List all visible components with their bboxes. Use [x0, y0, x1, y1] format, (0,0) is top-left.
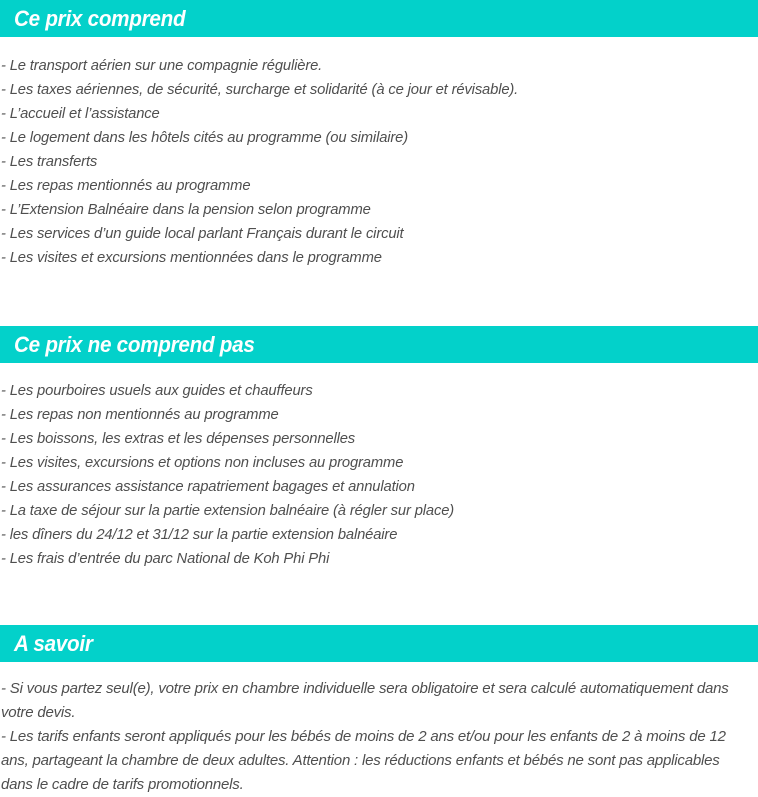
list-item: - les dîners du 24/12 et 31/12 sur la partie extension balnéaire: [0, 526, 398, 543]
section-header-included: [0, 0, 758, 37]
paragraph: - Si vous partez seul(e), votre prix en chambre individuelle sera obligatoire et sera calculé automatiquement dans votre devis.: [1, 680, 729, 721]
list-item: - Le logement dans les hôtels cités au programme (ou similaire): [0, 129, 409, 146]
paragraph: - Les tarifs enfants seront appliqués pour les bébés de moins de 2 ans et/ou pour les enfants de 2 à moins de 12 ans, partageant la chambre de deux adultes. Attention : les réductions enfants et bébés ne sont pas applicables dans le cadre de tarifs promotionnels.: [1, 728, 726, 793]
section-header-not-included: [0, 326, 758, 363]
list-item: - Les transferts: [0, 153, 98, 170]
list-item: - Les assurances assistance rapatriement bagages et annulation: [0, 478, 415, 495]
section-header-good-to-know: [0, 625, 758, 662]
list-item: - Le transport aérien sur une compagnie régulière.: [0, 57, 323, 74]
section-title-good-to-know: A savoir: [14, 630, 93, 656]
list-item: - L’accueil et l’assistance: [0, 105, 160, 122]
section-title-included: Ce prix comprend: [14, 5, 186, 31]
list-item: - Les visites, excursions et options non incluses au programme: [0, 454, 404, 471]
list-item: - Les frais d’entrée du parc National de Koh Phi Phi: [0, 550, 330, 567]
list-item: - Les pourboires usuels aux guides et chauffeurs: [0, 382, 313, 399]
section-good-to-know: [0, 625, 758, 797]
list-item: - Les visites et excursions mentionnées dans le programme: [0, 249, 382, 266]
section-title-not-included: Ce prix ne comprend pas: [14, 331, 255, 357]
list-item: - Les repas mentionnés au programme: [0, 177, 251, 194]
list-item: - L’Extension Balnéaire dans la pension selon programme: [0, 201, 371, 218]
section-included: [0, 0, 758, 270]
list-item: - Les boissons, les extras et les dépenses personnelles: [0, 430, 356, 447]
section-not-included: [0, 326, 758, 571]
section-spacer: [0, 270, 758, 326]
section-spacer: [0, 571, 758, 625]
list-item: - La taxe de séjour sur la partie extension balnéaire (à régler sur place): [0, 502, 455, 519]
list-item: - Les taxes aériennes, de sécurité, surcharge et solidarité (à ce jour et révisable).: [0, 81, 519, 98]
section-body-included: [0, 37, 758, 270]
list-item: - Les repas non mentionnés au programme: [0, 406, 279, 423]
section-body-not-included: [0, 363, 758, 571]
section-body-good-to-know: [0, 662, 758, 797]
list-item: - Les services d’un guide local parlant Français durant le circuit: [0, 225, 404, 242]
